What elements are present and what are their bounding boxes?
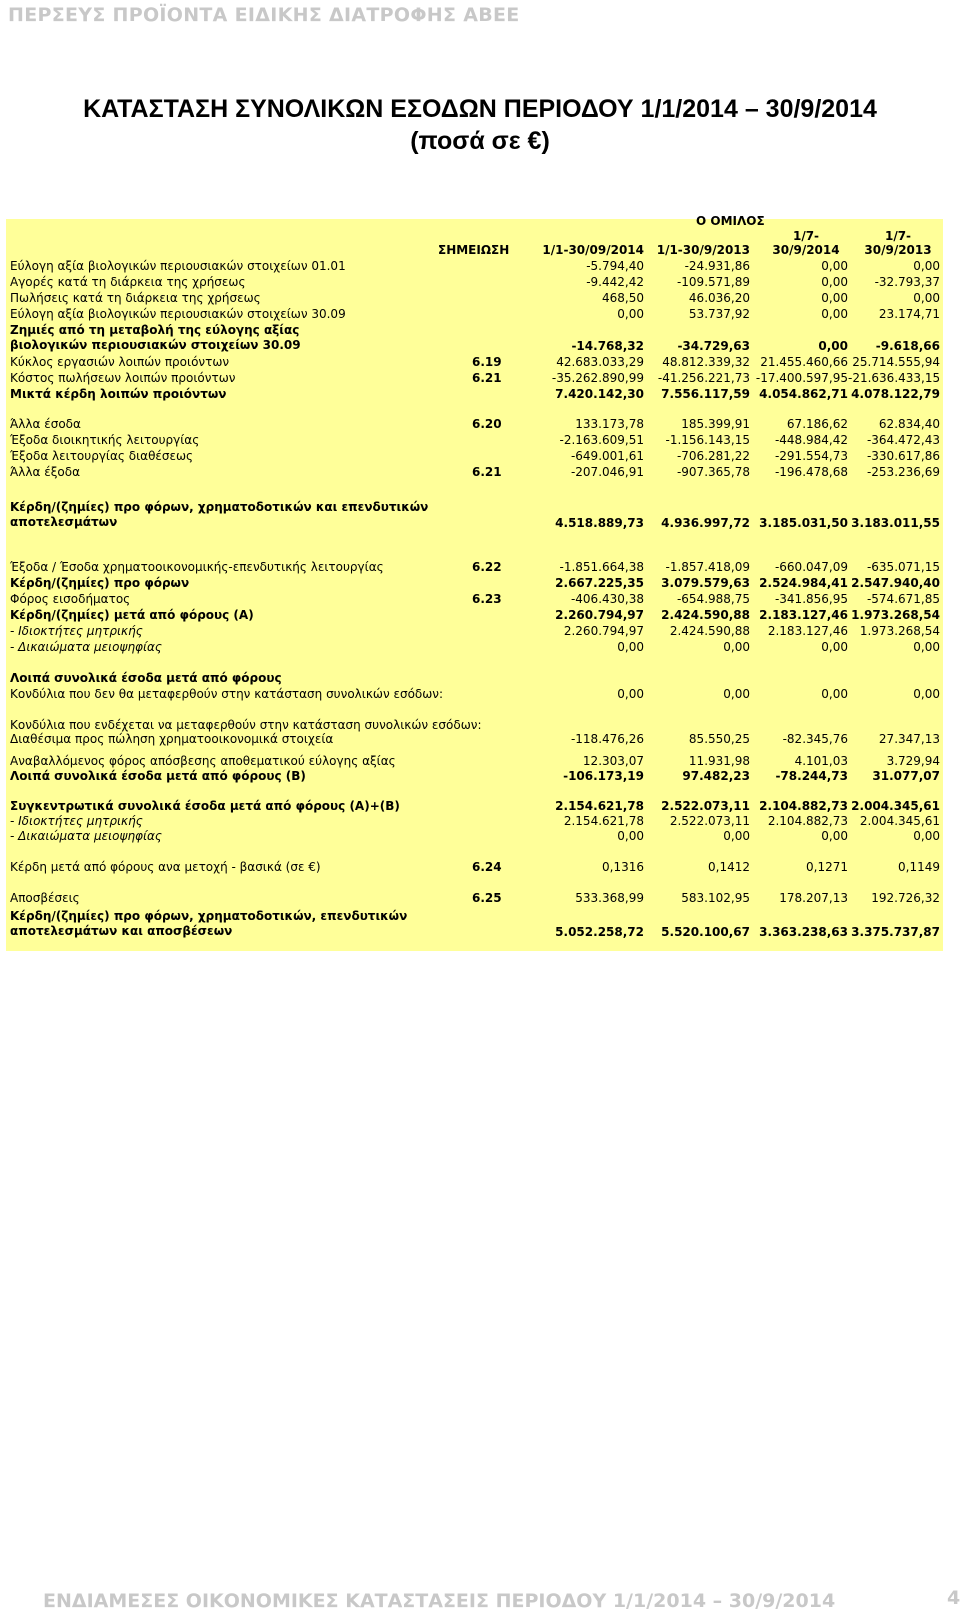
row-value-1: -14.768,32 <box>571 339 644 353</box>
row-value-1: -106.173,19 <box>563 769 644 783</box>
row-note: 6.23 <box>472 592 502 606</box>
row-value-3: -291.554,73 <box>774 449 848 463</box>
row-value-3: -82.345,76 <box>782 732 848 746</box>
row-value-2: 2.424.590,88 <box>661 608 750 622</box>
row-value-3: -448.984,42 <box>774 433 848 447</box>
row-value-4: -364.472,43 <box>866 433 940 447</box>
row-label: Διαθέσιμα προς πώληση χρηματοοικονομικά στοιχεία <box>10 732 334 746</box>
row-value-4: 1.973.268,54 <box>859 624 940 638</box>
row-value-4: 0,00 <box>913 259 940 273</box>
row-value-4: -330.617,86 <box>866 449 940 463</box>
row-value-4: 0,00 <box>913 291 940 305</box>
company-name: ΠΕΡΣΕΥΣ ΠΡΟΪΟΝΤΑ ΕΙΔΙΚΗΣ ΔΙΑΤΡΟΦΗΣ ΑΒΕΕ <box>8 4 520 26</box>
row-value-4: 3.729,94 <box>886 754 940 768</box>
row-value-1: 0,00 <box>617 829 644 843</box>
row-value-4: 0,00 <box>913 640 940 654</box>
row-label: Φόρος εισοδήματος <box>10 592 131 606</box>
row-value-4: 2.004.345,61 <box>851 799 940 813</box>
table-row <box>6 909 943 941</box>
row-value-1: 2.260.794,97 <box>555 608 644 622</box>
row-value-2: -1.857.418,09 <box>665 560 750 574</box>
row-label: Εύλογη αξία βιολογικών περιουσιακών στοιχείων 30.09 <box>10 307 346 321</box>
row-value-2: 0,00 <box>723 687 750 701</box>
col3-header-bottom: 30/9/2014 <box>772 243 840 257</box>
row-label: Κονδύλια που ενδέχεται να μεταφερθούν στην κατάσταση συνολικών εσόδων: <box>10 718 482 732</box>
row-value-3: -196.478,68 <box>774 465 848 479</box>
row-value-4: 2.547.940,40 <box>851 576 940 590</box>
row-value-1: 0,00 <box>617 687 644 701</box>
income-statement-table <box>6 214 943 951</box>
row-value-2: -907.365,78 <box>676 465 750 479</box>
row-label: Κέρδη μετά από φόρους ανα μετοχή - βασικά (σε €) <box>10 860 321 874</box>
row-value-4: 62.834,40 <box>878 417 940 431</box>
row-value-3: 0,00 <box>821 291 848 305</box>
row-note: 6.20 <box>472 417 502 431</box>
row-value-3: 0,00 <box>821 687 848 701</box>
row-value-3: 2.524.984,41 <box>759 576 848 590</box>
row-value-1: 0,1316 <box>602 860 644 874</box>
col-note-header: ΣΗΜΕΙΩΣΗ <box>438 243 510 257</box>
row-value-2: -34.729,63 <box>677 339 750 353</box>
row-value-1: 2.667.225,35 <box>555 576 644 590</box>
row-value-3: 3.363.238,63 <box>759 925 848 939</box>
row-value-2: 53.737,92 <box>688 307 750 321</box>
row-value-4: 192.726,32 <box>871 891 940 905</box>
row-value-2: 3.079.579,63 <box>661 576 750 590</box>
row-note: 6.21 <box>472 465 502 479</box>
col1-header: 1/1-30/09/2014 <box>542 243 644 257</box>
row-label: Έξοδα λειτουργίας διαθέσεως <box>10 449 194 463</box>
row-value-3: 178.207,13 <box>779 891 848 905</box>
row-value-1: 4.518.889,73 <box>555 516 644 530</box>
table-row <box>6 323 943 355</box>
row-note: 6.21 <box>472 371 502 385</box>
col4-header-bottom: 30/9/2013 <box>864 243 932 257</box>
group-header: Ο ΟΜΙΛΟΣ <box>696 214 765 228</box>
row-label: Άλλα έξοδα <box>10 465 81 479</box>
row-value-2: 583.102,95 <box>681 891 750 905</box>
page-footer: ΕΝΔΙΑΜΕΣΕΣ ΟΙΚΟΝΟΜΙΚΕΣ ΚΑΤΑΣΤΑΣΕΙΣ ΠΕΡΙΟΔΟΥ 1/1/2014 – 30/9/2014 <box>43 1590 836 1612</box>
row-label: - Ιδιοκτήτες μητρικής <box>10 624 143 638</box>
row-value-1: 468,50 <box>602 291 644 305</box>
row-value-4: -9.618,66 <box>875 339 940 353</box>
row-label: Αγορές κατά τη διάρκεια της χρήσεως <box>10 275 246 289</box>
row-note: 6.24 <box>472 860 502 874</box>
row-value-1: 133.173,78 <box>575 417 644 431</box>
col2-header: 1/1-30/9/2013 <box>656 243 750 257</box>
row-value-3: 3.185.031,50 <box>759 516 848 530</box>
row-label: - Ιδιοκτήτες μητρικής <box>10 814 143 828</box>
row-value-4: 0,00 <box>913 829 940 843</box>
row-value-1: 42.683.033,29 <box>556 355 644 369</box>
row-value-3: 0,00 <box>821 307 848 321</box>
row-note: 6.25 <box>472 891 502 905</box>
row-value-3: 0,00 <box>821 259 848 273</box>
row-value-4: 25.714.555,94 <box>852 355 940 369</box>
row-label: - Δικαιώματα μειοψηφίας <box>10 829 162 843</box>
row-label: Λοιπά συνολικά έσοδα μετά από φόρους (Β) <box>10 769 306 783</box>
row-value-1: -649.001,61 <box>570 449 644 463</box>
row-value-2: 0,00 <box>723 829 750 843</box>
row-value-3: 2.104.882,73 <box>767 814 848 828</box>
row-value-4: 0,00 <box>913 687 940 701</box>
row-value-2: 0,1412 <box>708 860 750 874</box>
row-label: Κέρδη/(ζημίες) προ φόρων, χρηματοδοτικών, επενδυτικών αποτελεσμάτων και αποσβέσεων <box>10 909 408 938</box>
row-value-4: -21.636.433,15 <box>848 371 941 385</box>
row-label: Έξοδα / Έσοδα χρηματοοικονομικής-επενδυτικής λειτουργίας <box>10 560 384 574</box>
row-value-4: -253.236,69 <box>866 465 940 479</box>
row-value-3: 67.186,62 <box>786 417 848 431</box>
table-row <box>6 500 943 532</box>
row-value-4: -635.071,15 <box>866 560 940 574</box>
col3-header-top: 1/7- <box>792 229 820 243</box>
row-value-3: 0,1271 <box>806 860 848 874</box>
row-label: Κέρδη/(ζημίες) προ φόρων <box>10 576 190 590</box>
row-value-1: -5.794,40 <box>586 259 644 273</box>
row-value-2: 7.556.117,59 <box>661 387 750 401</box>
row-value-2: 2.424.590,88 <box>669 624 750 638</box>
row-value-2: -24.931,86 <box>684 259 750 273</box>
row-value-1: 0,00 <box>617 307 644 321</box>
row-value-3: 2.183.127,46 <box>767 624 848 638</box>
row-value-1: -1.851.664,38 <box>559 560 644 574</box>
row-value-1: 2.154.621,78 <box>563 814 644 828</box>
row-value-3: -78.244,73 <box>775 769 848 783</box>
row-value-3: -17.400.597,95 <box>755 371 848 385</box>
row-label: Κέρδη/(ζημίες) μετά από φόρους (Α) <box>10 608 254 622</box>
row-value-4: -32.793,37 <box>874 275 940 289</box>
row-value-2: 0,00 <box>723 640 750 654</box>
row-label: Πωλήσεις κατά τη διάρκεια της χρήσεως <box>10 291 261 305</box>
col4-header-top: 1/7- <box>884 229 912 243</box>
row-value-2: -41.256.221,73 <box>657 371 750 385</box>
row-value-2: 48.812.339,32 <box>662 355 750 369</box>
row-value-3: 0,00 <box>818 339 848 353</box>
row-value-4: 31.077,07 <box>872 769 940 783</box>
row-label: Κονδύλια που δεν θα μεταφερθούν στην κατάσταση συνολικών εσόδων: <box>10 687 444 701</box>
row-value-1: 533.368,99 <box>575 891 644 905</box>
row-label: Κέρδη/(ζημίες) προ φόρων, χρηματοδοτικών και επενδυτικών αποτελεσμάτων <box>10 500 429 529</box>
row-label: Αποσβέσεις <box>10 891 80 905</box>
row-value-3: -341.856,95 <box>774 592 848 606</box>
row-value-2: 46.036,20 <box>688 291 750 305</box>
row-note: 6.22 <box>472 560 502 574</box>
row-value-2: 85.550,25 <box>688 732 750 746</box>
row-value-2: 2.522.073,11 <box>669 814 750 828</box>
row-value-2: -706.281,22 <box>676 449 750 463</box>
row-value-1: 2.154.621,78 <box>555 799 644 813</box>
row-note: 6.19 <box>472 355 502 369</box>
row-value-1: 12.303,07 <box>582 754 644 768</box>
row-value-4: 27.347,13 <box>878 732 940 746</box>
row-value-3: 4.101,03 <box>794 754 848 768</box>
row-value-2: -654.988,75 <box>676 592 750 606</box>
row-value-1: 5.052.258,72 <box>555 925 644 939</box>
row-value-1: -9.442,42 <box>586 275 644 289</box>
row-label: Ζημιές από τη μεταβολή της εύλογης αξίας βιολογικών περιουσιακών στοιχείων 30.09 <box>10 323 301 352</box>
row-value-3: 0,00 <box>821 275 848 289</box>
row-label: Κόστος πωλήσεων λοιπών προιόντων <box>10 371 236 385</box>
row-value-1: 2.260.794,97 <box>563 624 644 638</box>
row-value-4: 23.174,71 <box>878 307 940 321</box>
row-value-4: 4.078.122,79 <box>851 387 940 401</box>
row-value-4: 3.375.737,87 <box>851 925 940 939</box>
row-label: Μικτά κέρδη λοιπών προιόντων <box>10 387 227 401</box>
row-value-3: 0,00 <box>821 640 848 654</box>
row-value-2: 185.399,91 <box>681 417 750 431</box>
row-label: Κύκλος εργασιών λοιπών προιόντων <box>10 355 230 369</box>
row-value-2: 2.522.073,11 <box>661 799 750 813</box>
row-value-3: 0,00 <box>821 829 848 843</box>
row-value-1: -2.163.609,51 <box>559 433 644 447</box>
page-number: 4 <box>947 1587 960 1609</box>
statement-title: ΚΑΤΑΣΤΑΣΗ ΣΥΝΟΛΙΚΩΝ ΕΣΟΔΩΝ ΠΕΡΙΟΔΟΥ 1/1/2014 – 30/9/2014 <box>83 95 877 123</box>
row-label: Λοιπά συνολικά έσοδα μετά από φόρους <box>10 671 282 685</box>
row-value-1: -207.046,91 <box>570 465 644 479</box>
row-value-4: 3.183.011,55 <box>851 516 940 530</box>
statement-subtitle: (ποσά σε €) <box>410 127 550 155</box>
row-value-4: 0,1149 <box>898 860 940 874</box>
row-label: Συγκεντρωτικά συνολικά έσοδα μετά από φόρους (Α)+(Β) <box>10 799 400 813</box>
row-value-2: 4.936.997,72 <box>661 516 750 530</box>
row-label: Εύλογη αξία βιολογικών περιουσιακών στοιχείων 01.01 <box>10 259 346 273</box>
row-label: Άλλα έσοδα <box>10 417 81 431</box>
row-value-4: 1.973.268,54 <box>851 608 940 622</box>
row-label: Αναβαλλόμενος φόρος απόσβεσης αποθεματικού εύλογης αξίας <box>10 754 396 768</box>
row-value-2: -1.156.143,15 <box>665 433 750 447</box>
row-value-1: 0,00 <box>617 640 644 654</box>
row-value-2: 5.520.100,67 <box>661 925 750 939</box>
row-value-3: 2.183.127,46 <box>759 608 848 622</box>
row-value-3: 21.455.460,66 <box>760 355 848 369</box>
row-value-1: -406.430,38 <box>570 592 644 606</box>
row-value-1: -118.476,26 <box>570 732 644 746</box>
row-value-2: -109.571,89 <box>676 275 750 289</box>
row-value-4: -574.671,85 <box>866 592 940 606</box>
row-value-4: 2.004.345,61 <box>859 814 940 828</box>
row-value-2: 11.931,98 <box>688 754 750 768</box>
row-value-3: 4.054.862,71 <box>759 387 848 401</box>
row-value-3: 2.104.882,73 <box>759 799 848 813</box>
row-value-2: 97.482,23 <box>682 769 750 783</box>
row-value-3: -660.047,09 <box>774 560 848 574</box>
row-label: - Δικαιώματα μειοψηφίας <box>10 640 162 654</box>
row-label: Έξοδα διοικητικής λειτουργίας <box>10 433 200 447</box>
row-value-1: 7.420.142,30 <box>555 387 644 401</box>
row-value-1: -35.262.890,99 <box>551 371 644 385</box>
